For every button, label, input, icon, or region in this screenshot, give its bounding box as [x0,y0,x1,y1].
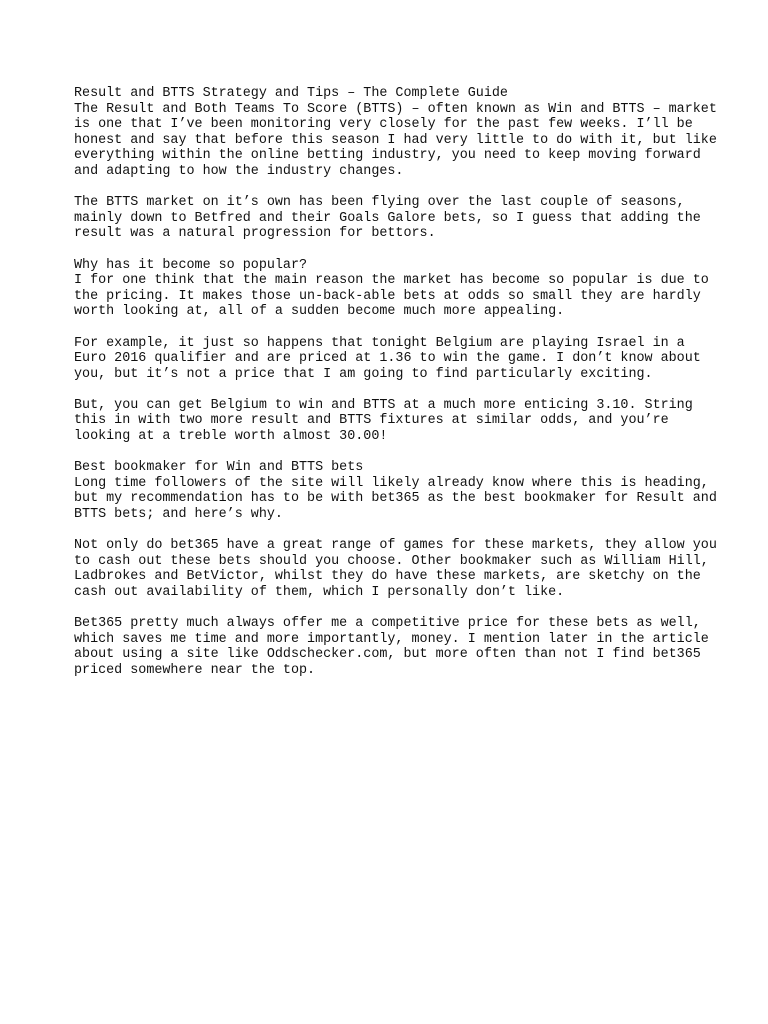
text-line: Ladbrokes and BetVictor, whilst they do have these markets, are sketchy on the [74,569,701,585]
text-line: everything within the online betting industry, you need to keep moving forward [74,148,701,164]
text-line: Not only do bet365 have a great range of games for these markets, they allow you [74,538,717,554]
text-line: mainly down to Betfred and their Goals Galore bets, so I guess that adding the [74,210,701,226]
document-page [74,86,717,694]
text-line: is one that I’ve been monitoring very closely for the past few weeks. I’ll be [74,117,693,133]
intro-paragraph [74,86,717,180]
text-line: you, but it’s not a price that I am going to find particularly exciting. [74,366,653,382]
text-line: this in with two more result and BTTS fixtures at similar odds, and you’re [74,413,669,429]
text-line: Euro 2016 qualifier and are priced at 1.36 to win the game. I don’t know about [74,351,701,367]
text-line: result was a natural progression for bettors. [74,226,436,242]
text-line: cash out availability of them, which I personally don’t like. [74,585,565,600]
text-line: Long time followers of the site will likely already know where this is heading, [74,475,709,491]
treble-paragraph [74,398,714,445]
btts-market-paragraph [74,195,714,242]
bookmaker-section [74,460,717,523]
text-line: to cash out these bets should you choose. Other bookmaker such as William Hill, [74,553,709,569]
text-line: Bet365 pretty much always offer me a competitive price for these bets as well, [74,616,701,632]
cash-out-paragraph [74,538,717,600]
document-title: Result and BTTS Strategy and Tips – The Complete Guide [74,86,508,101]
text-line: about using a site like Oddschecker.com, but more often than not I find bet365 [74,647,701,663]
pricing-paragraph [74,616,714,678]
text-line: but my recommendation has to be with bet365 as the best bookmaker for Result and [74,491,717,507]
example-paragraph [74,336,714,383]
text-line: which saves me time and more importantly, money. I mention later in the article [74,631,709,647]
text-line: worth looking at, all of a sudden become much more appealing. [74,304,565,320]
section-heading: Why has it become so popular? [74,257,308,273]
text-line: the pricing. It makes those un-back-able bets at odds so small they are hardly [74,288,701,304]
text-line: For example, it just so happens that tonight Belgium are playing Israel in a [74,335,685,351]
text-line: The Result and Both Teams To Score (BTTS) – often known as Win and BTTS – market [74,101,717,117]
text-line: But, you can get Belgium to win and BTTS at a much more enticing 3.10. String [74,397,693,413]
section-heading: Best bookmaker for Win and BTTS bets [74,460,364,476]
popularity-section [74,258,714,320]
text-line: The BTTS market on it’s own has been flying over the last couple of seasons, [74,195,685,211]
text-line: looking at a treble worth almost 30.00! [74,429,388,445]
text-line: priced somewhere near the top. [74,662,316,678]
text-line: and adapting to how the industry changes. [74,163,404,179]
text-line: I for one think that the main reason the market has become so popular is due to [74,273,709,289]
text-line: BTTS bets; and here’s why. [74,507,283,523]
text-line: honest and say that before this season I had very little to do with it, but like [74,132,717,148]
